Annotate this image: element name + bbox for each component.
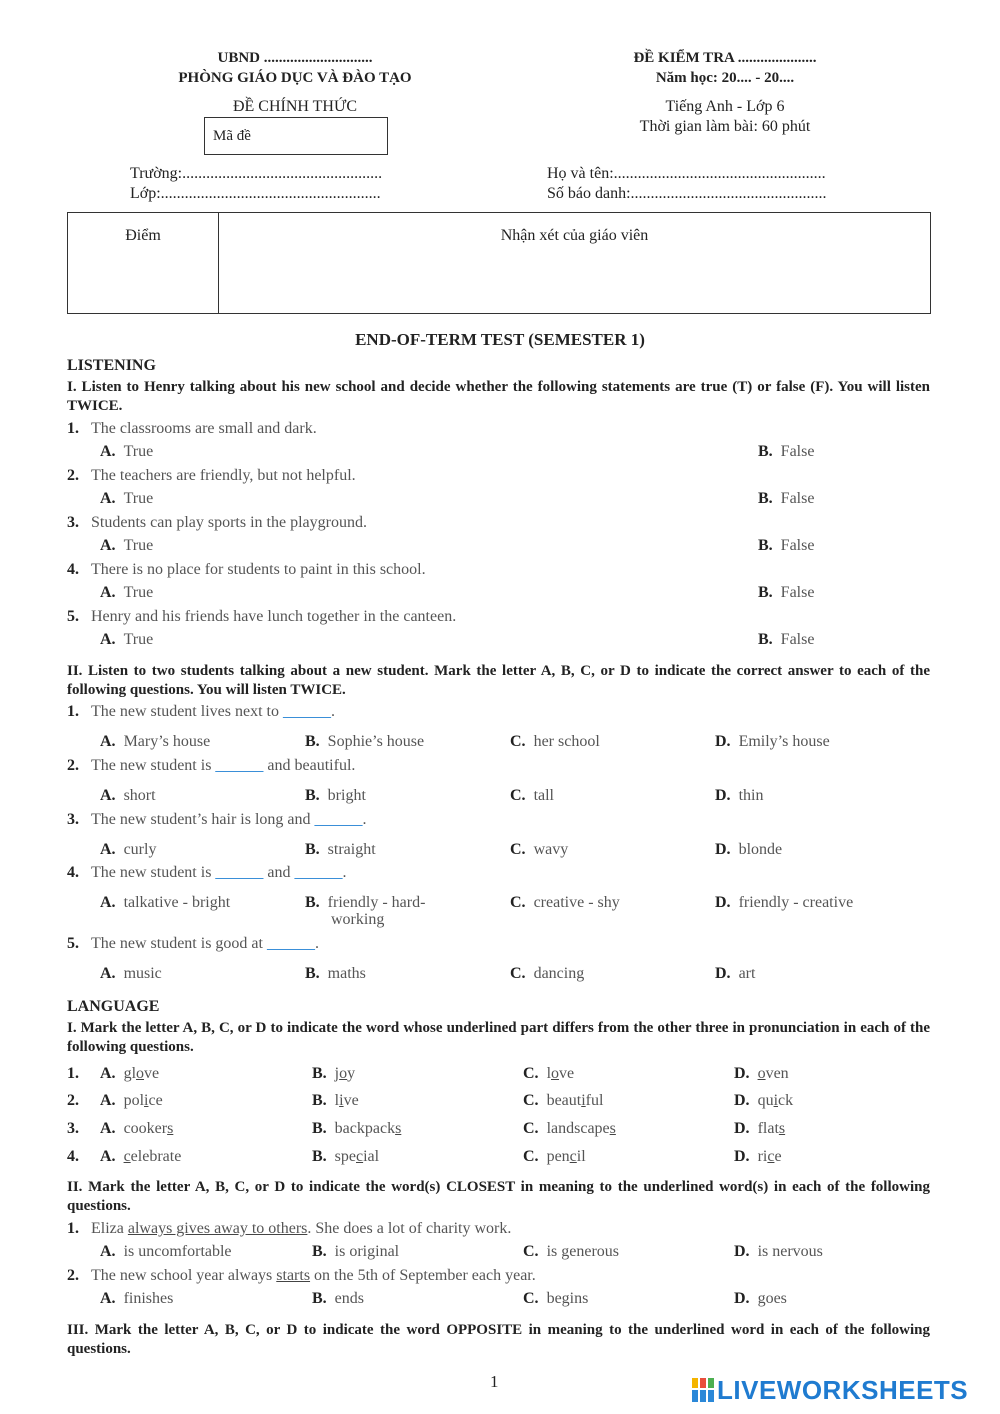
header-right-line1: ĐỀ KIỂM TRA ..................... [633, 50, 817, 66]
l1-question-2 [67, 467, 356, 485]
q-number: 3. [67, 514, 79, 531]
lg2-q1-option-c[interactable]: C. is generous [523, 1243, 619, 1260]
l2-question-1 [67, 703, 335, 721]
grade-table [67, 212, 931, 314]
l1-q4-option-false[interactable]: B. False [758, 584, 815, 601]
l1-q2-option-true[interactable]: A. True [100, 490, 154, 507]
q-text: . [330, 703, 335, 720]
comment-label: Nhận xét của giáo viên [500, 227, 649, 244]
page-number: 1 [490, 1372, 499, 1391]
l2-question-2: 2. The new student is ______ and beautiful. [67, 757, 356, 774]
watermark-text: LIVEWORKSHEETS [717, 1374, 969, 1405]
lg2-question-2: 2. The new school year always starts on the 5th of September each year. [67, 1267, 536, 1284]
time-allowed: Thời gian làm bài: 60 phút [639, 118, 811, 135]
l2-q1-option-c[interactable]: C. her school [510, 733, 600, 750]
l1-q3-option-false[interactable]: B. False [758, 537, 815, 554]
language-heading: LANGUAGE [67, 998, 160, 1015]
listening-part2-instruction: II. Listen to two students talking about a new student. Mark the letter A, B, C, or D to indicate the correct answer to each of the following questions. You will listen TWICE. [67, 663, 930, 698]
l2-question-3: 3. The new student’s hair is long and ______. [67, 811, 367, 828]
lg1-question-4: 4. [67, 1148, 79, 1165]
lg1-q1-option-c[interactable]: C. love [523, 1065, 575, 1082]
listening-part1-instruction: I. Listen to Henry talking about his new school and decide whether the following statements are true (T) or false (F). You will listen TWICE. [67, 379, 930, 414]
header-left-line2: PHÒNG GIÁO DỤC VÀ ĐÀO TẠO [178, 70, 412, 86]
l2-q2-option-d[interactable]: D. thin [715, 787, 764, 804]
l1-q1-option-false[interactable]: B. False [758, 443, 815, 460]
class-field: Lớp:....................................................... [130, 185, 381, 202]
l2-q2-option-c[interactable]: C. tall [510, 787, 554, 804]
l2-q3-option-d[interactable]: D. blonde [715, 841, 783, 858]
l2-q1-option-d[interactable]: D. Emily’s house [715, 733, 830, 750]
lg2-q2-option-a[interactable]: A. finishes [100, 1290, 174, 1307]
q-text: Henry and his friends have lunch together in the canteen. [91, 608, 457, 625]
l1-question-3 [67, 514, 367, 532]
l2-q3-option-b[interactable]: B. straight [305, 841, 376, 858]
lg1-q4-option-a[interactable]: A. celebrate [100, 1148, 182, 1165]
lg1-q1-option-d[interactable]: D. oven [734, 1065, 789, 1082]
lg1-q2-option-c[interactable]: C. beautiful [523, 1092, 604, 1109]
l2-q5-option-a[interactable]: A. music [100, 965, 162, 982]
l2-q1-option-b[interactable]: B. Sophie’s house [305, 733, 425, 750]
lg1-q3-option-a[interactable]: A. cookers [100, 1120, 174, 1137]
header-left-line1: UBND ............................. [217, 50, 373, 66]
lg1-q1-option-b[interactable]: B. joy [312, 1065, 356, 1082]
language-part3-instruction: III. Mark the letter A, B, C, or D to indicate the word OPPOSITE in meaning to the underlined word in each of the following questions. [67, 1322, 930, 1357]
l1-question-1 [67, 420, 317, 438]
l1-q3-option-true[interactable]: A. True [100, 537, 154, 554]
q-text: Students can play sports in the playground. [91, 514, 367, 531]
code-label: Mã đề [213, 128, 251, 144]
language-part1-instruction: I. Mark the letter A, B, C, or D to indicate the word whose underlined part differs from the other three in pronunciation in each of the following questions. [67, 1020, 930, 1055]
q-text: There is no place for students to paint in this school. [91, 561, 426, 578]
l2-q2-option-b[interactable]: B. bright [305, 787, 366, 804]
l1-q5-option-false[interactable]: B. False [758, 631, 815, 648]
code-box [204, 117, 388, 155]
q-number: 1. [67, 703, 79, 720]
lg1-q4-option-d[interactable]: D. rice [734, 1148, 782, 1165]
lg2-question-1: 1. Eliza always gives away to others. She does a lot of charity work. [67, 1220, 512, 1237]
lg1-q3-option-c[interactable]: C. landscapes [523, 1120, 616, 1137]
l2-q3-option-a[interactable]: A. curly [100, 841, 157, 858]
l2-q3-option-c[interactable]: C. wavy [510, 841, 569, 858]
l1-question-4 [67, 561, 426, 579]
lg2-q2-option-b[interactable]: B. ends [312, 1290, 364, 1307]
l2-q2-option-a[interactable]: A. short [100, 787, 156, 804]
l1-q2-option-false[interactable]: B. False [758, 490, 815, 507]
l2-q4-option-d[interactable]: D. friendly - creative [715, 894, 854, 911]
l1-q5-option-true[interactable]: A. True [100, 631, 154, 648]
lg1-question-2: 2. [67, 1092, 79, 1109]
l1-q4-option-true[interactable]: A. True [100, 584, 154, 601]
score-label: Điểm [125, 227, 161, 244]
language-part2-instruction: II. Mark the letter A, B, C, or D to indicate the word(s) CLOSEST in meaning to the underlined word(s) in each of the following questions. [67, 1179, 930, 1214]
lg1-q3-option-d[interactable]: D. flats [734, 1120, 786, 1137]
page-title: END-OF-TERM TEST (SEMESTER 1) [355, 330, 645, 349]
l2-q4-option-c[interactable]: C. creative - shy [510, 894, 620, 911]
subject: Tiếng Anh - Lớp 6 [665, 98, 785, 115]
lg1-q3-option-b[interactable]: B. backpacks [312, 1120, 402, 1137]
q-number: 1. [67, 420, 79, 437]
lg2-q1-option-a[interactable]: A. is uncomfortable [100, 1243, 232, 1260]
l1-q1-option-true[interactable]: A. True [100, 443, 154, 460]
lg2-q1-option-d[interactable]: D. is nervous [734, 1243, 823, 1260]
lg1-q2-option-d[interactable]: D. quick [734, 1092, 794, 1109]
lg1-q4-option-c[interactable]: C. pencil [523, 1148, 586, 1165]
lg1-question-1: 1. [67, 1065, 79, 1082]
header-right-line2: Năm học: 20.... - 20.... [655, 70, 795, 86]
l2-q5-option-c[interactable]: C. dancing [510, 965, 585, 982]
name-field: Họ và tên:..................................................... [547, 165, 826, 182]
q-number: 4. [67, 561, 79, 578]
l2-q4-option-b[interactable]: B. friendly - hard- working [305, 894, 426, 928]
sbd-field: Số báo danh:................................................. [547, 185, 827, 202]
lg2-q2-option-c[interactable]: C. begins [523, 1290, 589, 1307]
lg1-q2-option-b[interactable]: B. live [312, 1092, 359, 1109]
l2-question-4: 4. The new student is ______ and ______. [67, 864, 347, 881]
l1-question-5 [67, 608, 456, 626]
official-label: ĐỀ CHÍNH THỨC [232, 98, 358, 115]
school-field: Trường:.................................................. [130, 165, 383, 182]
liveworksheets-logo [692, 1376, 968, 1404]
lg1-q2-option-a[interactable]: A. police [100, 1092, 163, 1109]
answer-blank: ______ [282, 703, 331, 720]
listening-heading: LISTENING [67, 357, 156, 374]
worksheet-logo-icon [692, 1378, 714, 1402]
q-text: The classrooms are small and dark. [91, 420, 317, 437]
q-text: The teachers are friendly, but not helpful. [91, 467, 356, 484]
l2-q5-option-d[interactable]: D. art [715, 965, 756, 982]
l2-q5-option-b[interactable]: B. maths [305, 965, 366, 982]
lg1-q4-option-b[interactable]: B. special [312, 1148, 380, 1165]
lg1-question-3: 3. [67, 1120, 79, 1137]
l2-q4-option-a[interactable]: A. talkative - bright [100, 894, 231, 911]
lg2-q2-option-d[interactable]: D. goes [734, 1290, 787, 1307]
q-number: 2. [67, 467, 79, 484]
q-number: 5. [67, 608, 79, 625]
q-text: The new student lives next to [91, 703, 283, 720]
l2-question-5: 5. The new student is good at ______. [67, 935, 319, 952]
lg1-q1-option-a[interactable]: A. glove [100, 1065, 160, 1082]
lg2-q1-option-b[interactable]: B. is original [312, 1243, 400, 1260]
l2-q1-option-a[interactable]: A. Mary’s house [100, 733, 211, 750]
